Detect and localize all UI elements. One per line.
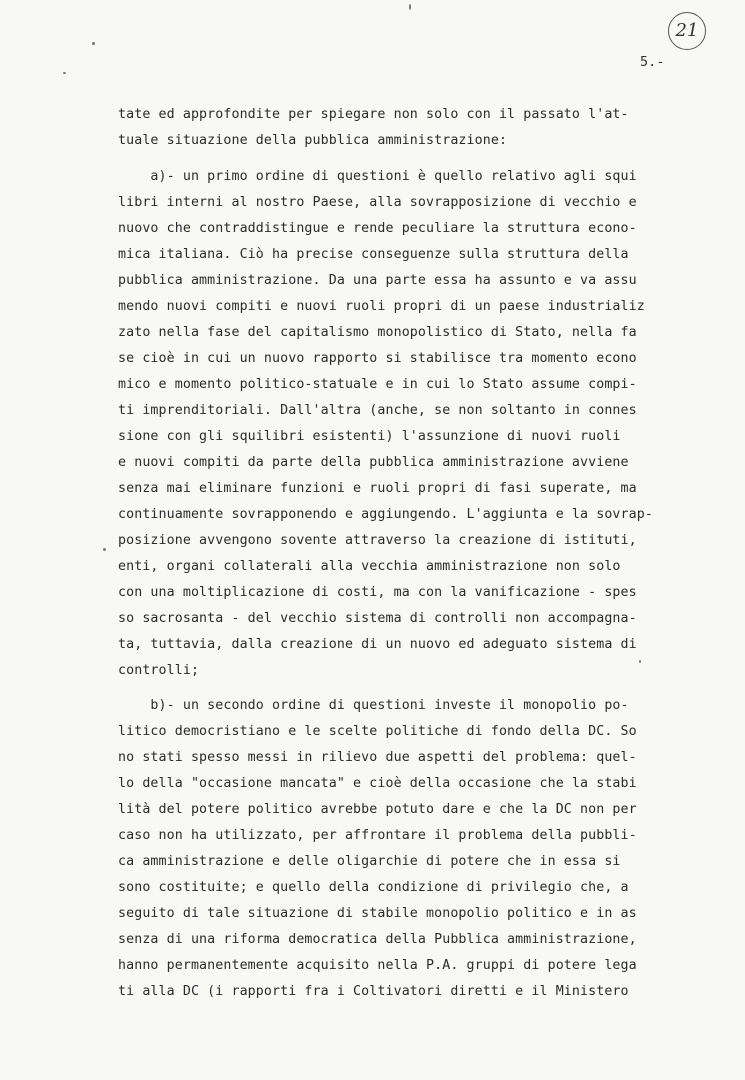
- text-line: hanno permanentemente acquisito nella P.A. gruppi di potere lega: [118, 958, 637, 973]
- speck-mark: [63, 72, 66, 74]
- text-line: tuale situazione della pubblica amministrazione:: [118, 133, 508, 148]
- speck-mark: [639, 660, 641, 663]
- text-line: ta, tuttavia, dalla creazione di un nuovo ed adeguato sistema di: [118, 637, 637, 652]
- text-line: caso non ha utilizzato, per affrontare il problema della pubbli-: [118, 828, 637, 843]
- text-line: sono costituite; e quello della condizione di privilegio che, a: [118, 880, 629, 895]
- text-line: lo della "occasione mancata" e cioè della occasione che la stabi: [118, 776, 637, 791]
- text-line: mendo nuovi compiti e nuovi ruoli propri di un paese industrializ: [118, 299, 645, 314]
- text-line: senza di una riforma democratica della Pubblica amministrazione,: [118, 932, 637, 947]
- text-line: libri interni al nostro Paese, alla sovrapposizione di vecchio e: [118, 195, 637, 210]
- text-line: posizione avvengono sovente attraverso la creazione di istituti,: [118, 533, 637, 548]
- text-line: a)- un primo ordine di questioni è quello relativo agli squi: [118, 169, 637, 184]
- text-line: e nuovi compiti da parte della pubblica amministrazione avviene: [118, 455, 629, 470]
- text-line: senza mai eliminare funzioni e ruoli propri di fasi superate, ma: [118, 481, 637, 496]
- speck-mark: [92, 42, 95, 45]
- text-line: mico e momento politico-statuale e in cui lo Stato assume compi-: [118, 377, 637, 392]
- page-number: 5.-: [640, 54, 665, 70]
- text-line: controlli;: [118, 663, 200, 678]
- text-line: lità del potere politico avrebbe potuto dare e che la DC non per: [118, 802, 637, 817]
- text-line: nuovo che contraddistingue e rende peculiare la struttura econo-: [118, 221, 637, 236]
- speck-mark: [409, 4, 411, 10]
- text-line: mica italiana. Ciò ha precise conseguenze sulla struttura della: [118, 247, 629, 262]
- text-line: so sacrosanta - del vecchio sistema di controlli non accompagna-: [118, 611, 637, 626]
- text-line: sione con gli squilibri esistenti) l'assunzione di nuovi ruoli: [118, 429, 621, 444]
- text-line: pubblica amministrazione. Da una parte essa ha assunto e va assu: [118, 273, 637, 288]
- text-line: ti imprenditoriali. Dall'altra (anche, se non soltanto in connes: [118, 403, 637, 418]
- text-line: b)- un secondo ordine di questioni investe il monopolio po-: [118, 698, 629, 713]
- text-line: enti, organi collaterali alla vecchia amministrazione non solo: [118, 559, 621, 574]
- text-line: ca amministrazione e delle oligarchie di potere che in essa si: [118, 854, 621, 869]
- text-line: seguito di tale situazione di stabile monopolio politico e in as: [118, 906, 637, 921]
- text-line: tate ed approfondite per spiegare non solo con il passato l'at-: [118, 107, 629, 122]
- text-line: litico democristiano e le scelte politiche di fondo della DC. So: [118, 724, 637, 739]
- text-line: ti alla DC (i rapporti fra i Coltivatori diretti e il Ministero: [118, 984, 629, 999]
- text-line: se cioè in cui un nuovo rapporto si stabilisce tra momento econo: [118, 351, 637, 366]
- archive-number-circle: 21: [668, 12, 706, 50]
- text-line: no stati spesso messi in rilievo due aspetti del problema: quel-: [118, 750, 637, 765]
- text-line: continuamente sovrapponendo e aggiungendo. L'aggiunta e la sovrap-: [118, 507, 653, 522]
- text-line: con una moltiplicazione di costi, ma con la vanificazione - spes: [118, 585, 637, 600]
- speck-mark: [103, 548, 106, 551]
- text-line: zato nella fase del capitalismo monopolistico di Stato, nella fa: [118, 325, 637, 340]
